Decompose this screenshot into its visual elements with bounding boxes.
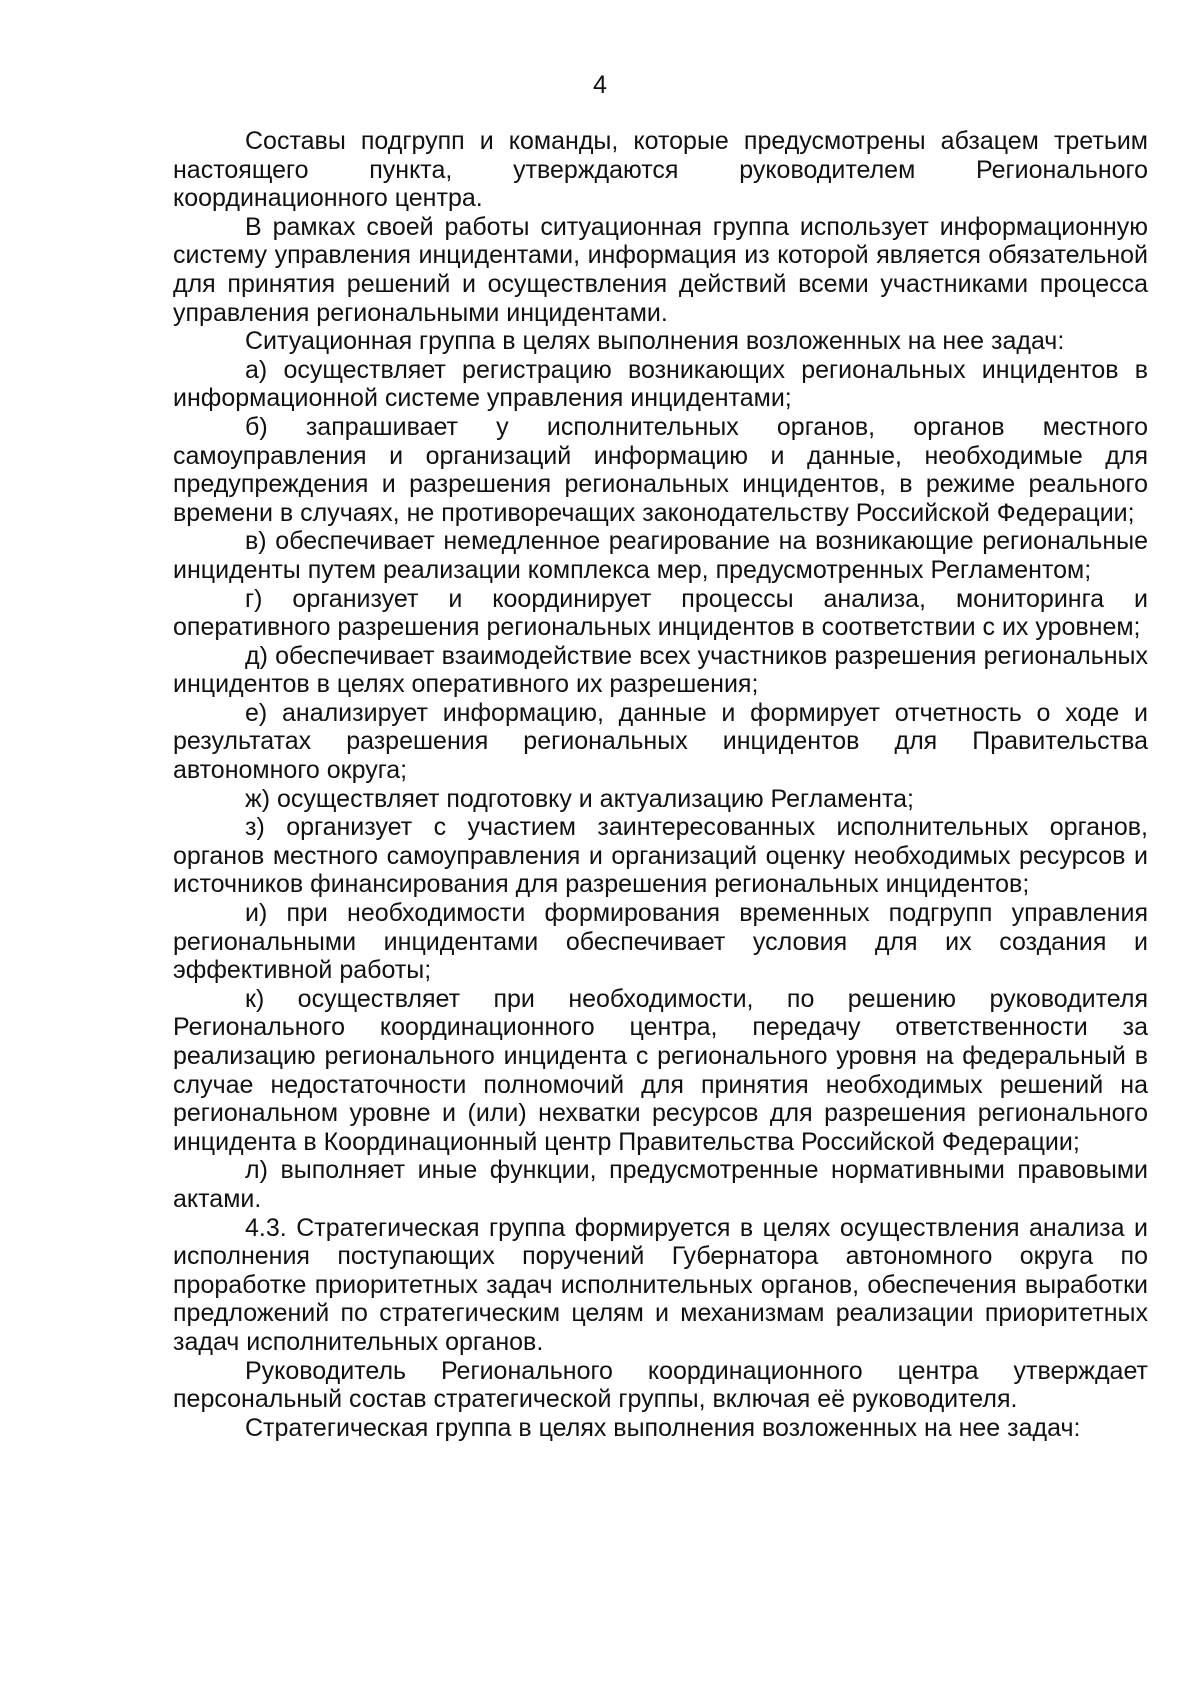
paragraph: Составы подгрупп и команды, которые предусмотрены абзацем третьим настоящего пункта, утверждаются руководителем Регионального координационного центра. (173, 127, 1148, 213)
list-item: ж) осуществляет подготовку и актуализацию Регламента; (245, 784, 915, 813)
paragraph: Стратегическая группа в целях выполнения возложенных на нее задач: (245, 1413, 1081, 1442)
list-item: л) выполняет иные функции, предусмотренные нормативными правовыми актами. (173, 1156, 1148, 1213)
list-item: г) организует и координирует процессы анализа, мониторинга и оперативного разрешения региональных инцидентов в соответствии с их уровнем; (173, 584, 1148, 642)
paragraph: 4.3. Стратегическая группа формируется в целях осуществления анализа и исполнения поступающих поручений Губернатора автономного округа по проработке приоритетных задач исполнительных органов, обеспечения выработки предложений по стратегическим целям и механизмам реализации приоритетных задач исполнительных органов. (173, 1213, 1148, 1356)
list-item: а) осуществляет регистрацию возникающих региональных инцидентов в информационной системе управления инцидентами; (173, 355, 1148, 413)
list-item: в) обеспечивает немедленное реагирование на возникающие региональные инциденты путем реализации комплекса мер, предусмотренных Регламентом; (173, 527, 1148, 584)
paragraph: Руководитель Регионального координационного центра утверждает персональный состав стратегической группы, включая её руководителя. (173, 1356, 1148, 1414)
list-item: з) организует с участием заинтересованных исполнительных органов, органов местного самоуправления и организаций оценку необходимых ресурсов и источников финансирования для разрешения региональных инцидентов; (173, 813, 1148, 899)
list-item: и) при необходимости формирования временных подгрупп управления региональными инцидентами обеспечивает условия для их создания и эффективной работы; (173, 899, 1148, 985)
page-number: 4 (593, 71, 607, 99)
list-item: б) запрашивает у исполнительных органов, органов местного самоуправления и организаций информацию и данные, необходимые для предупреждения и разрешения региональных инцидентов, в режиме реального времени в случаях, не противоречащих законодательству Российской Федерации; (173, 412, 1148, 527)
list-item: е) анализирует информацию, данные и формирует отчетность о ходе и результатах разрешения региональных инцидентов для Правительства автономного округа; (173, 698, 1148, 785)
paragraph: В рамках своей работы ситуационная группа использует информационную систему управления инцидентами, информация из которой является обязательной для принятия решений и осуществления действий всеми участниками процесса управления региональными инцидентами. (173, 212, 1148, 327)
paragraph: Ситуационная группа в целях выполнения возложенных на нее задач: (245, 327, 1065, 356)
document-body (173, 127, 1148, 1442)
list-item: к) осуществляет при необходимости, по решению руководителя Регионального координационного центра, передачу ответственности за реализацию регионального инцидента с регионального уровня на федеральный в случае недостаточности полномочий для принятия необходимых решений на региональном уровне и (или) нехватки ресурсов для разрешения регионального инцидента в Координационный центр Правительства Российской Федерации; (173, 984, 1148, 1156)
list-item: д) обеспечивает взаимодействие всех участников разрешения региональных инцидентов в целях оперативного их разрешения; (173, 641, 1148, 699)
